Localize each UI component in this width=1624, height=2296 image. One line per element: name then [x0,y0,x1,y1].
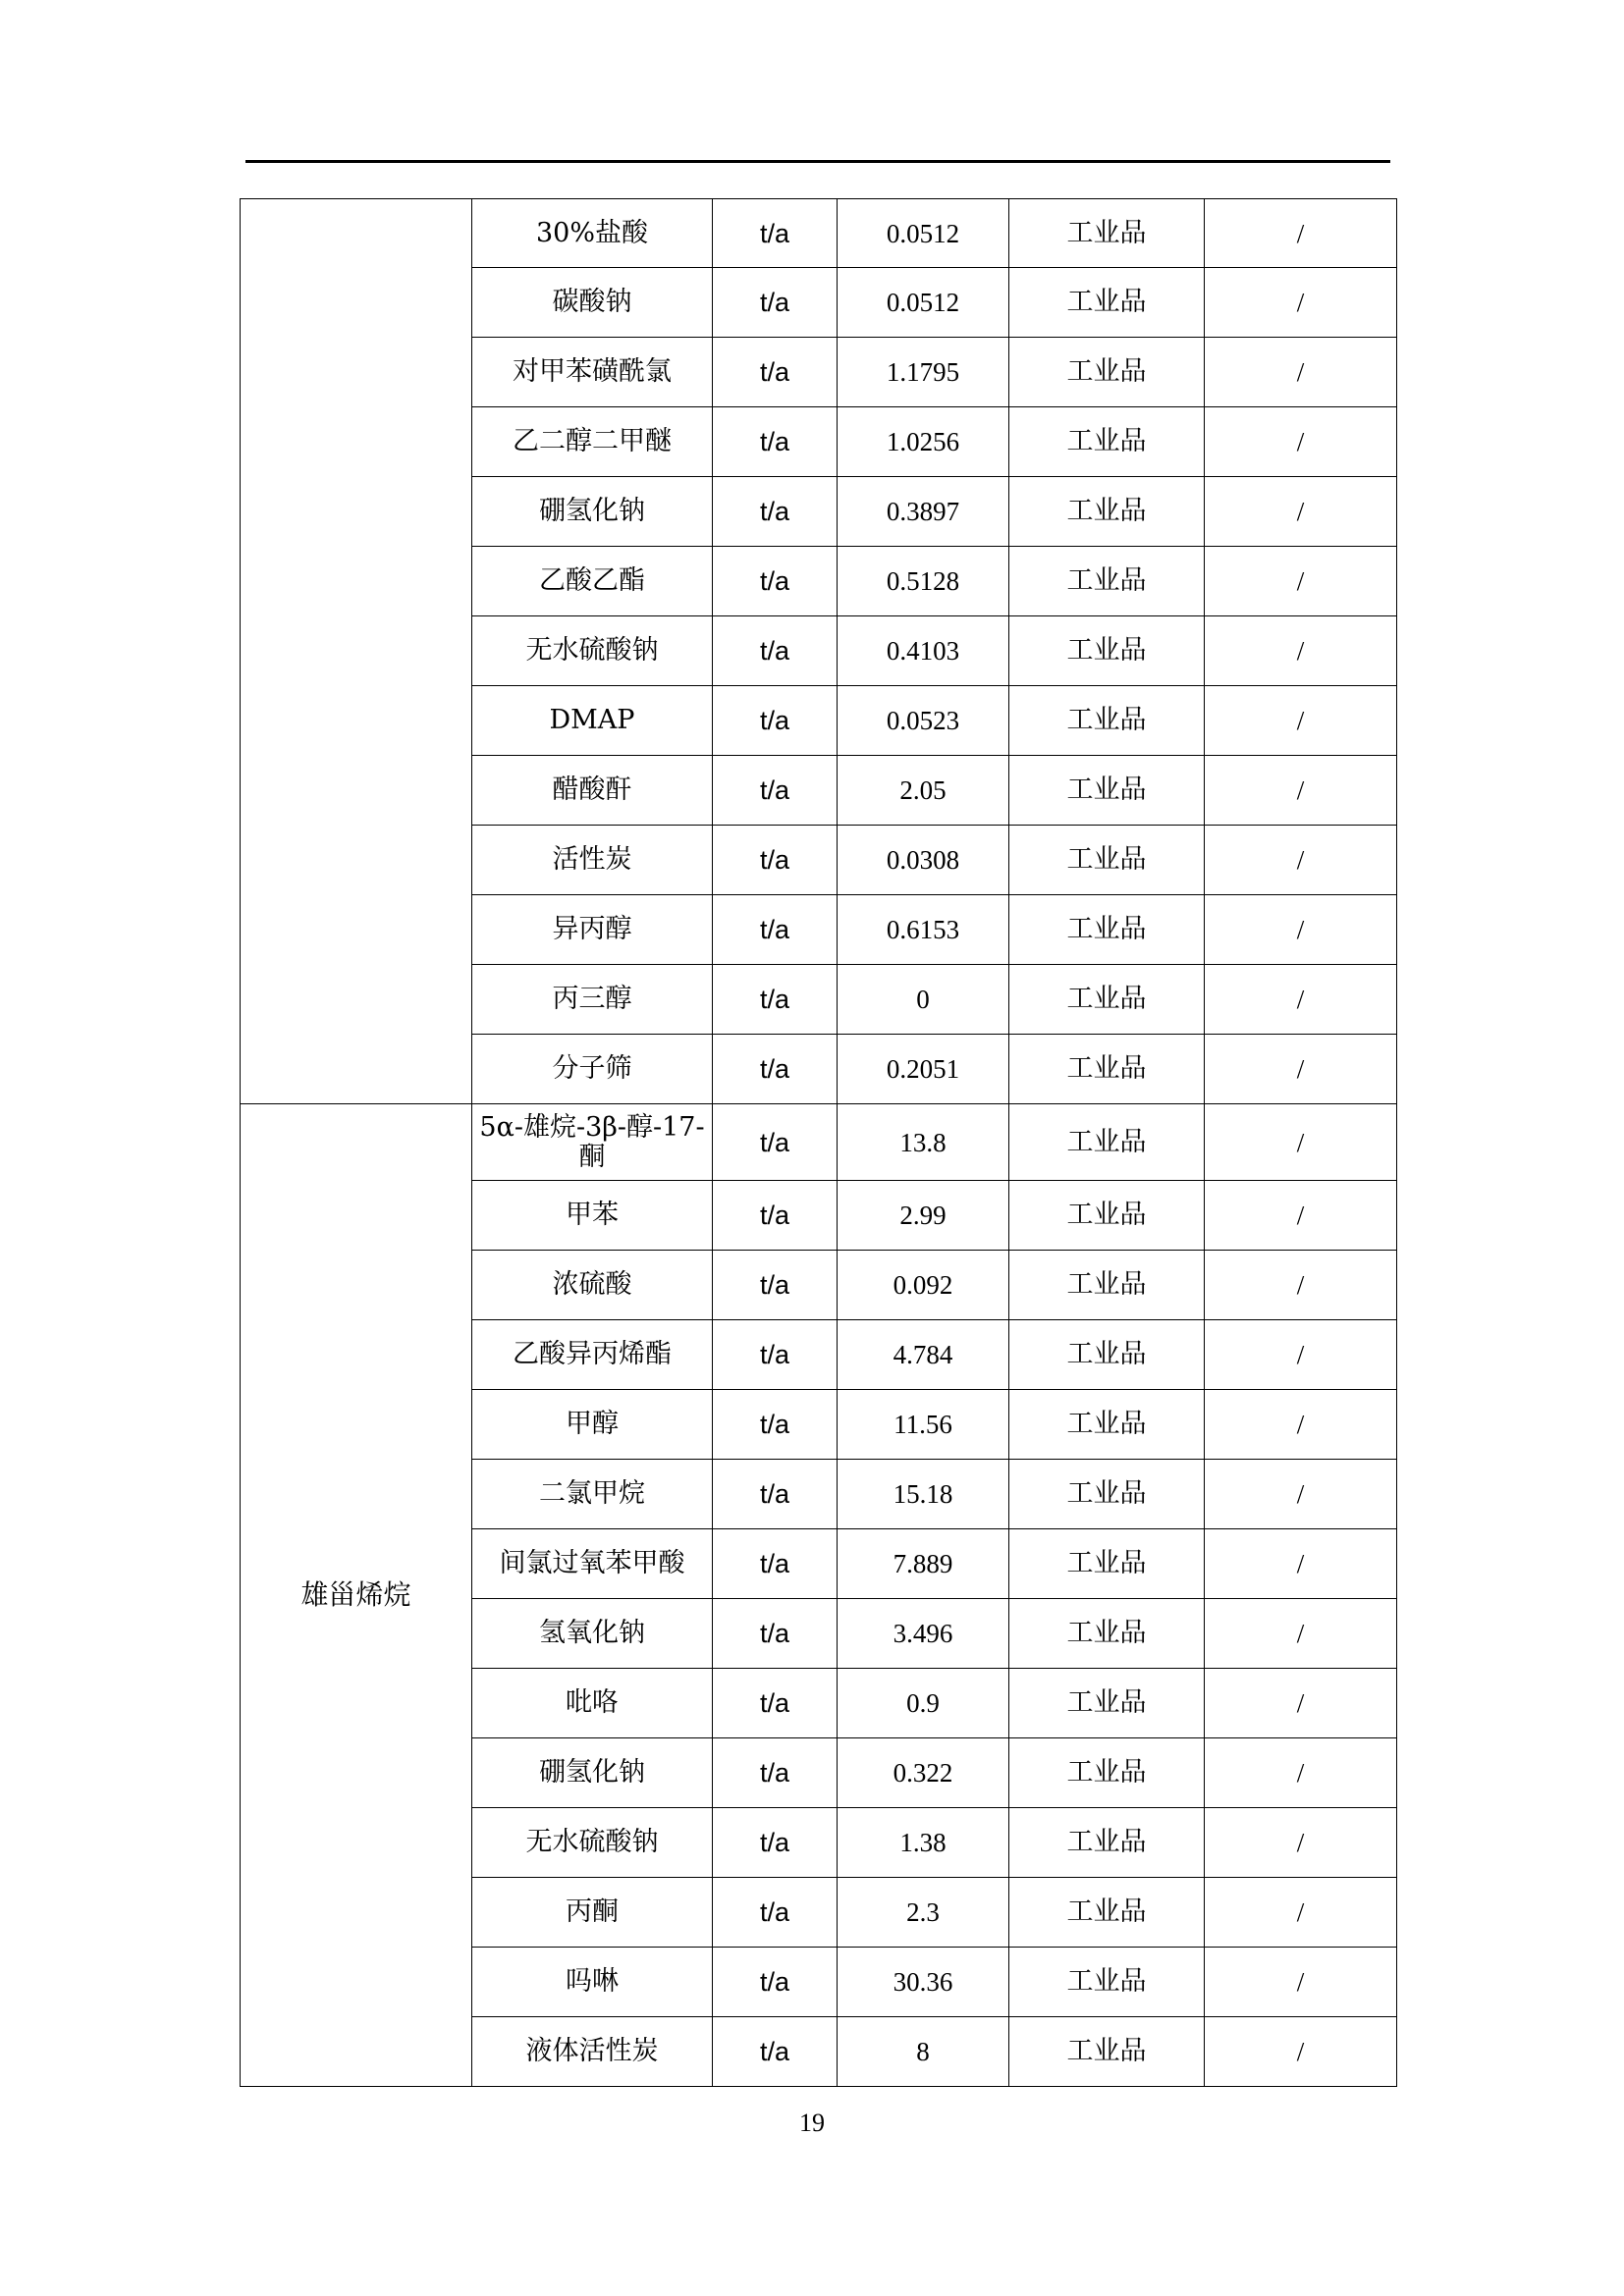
unit-cell: t/a [713,1878,838,1948]
amount-cell: 0.0512 [838,268,1009,338]
material-cell: 乙酸异丙烯酯 [472,1320,713,1390]
unit-cell: t/a [713,1251,838,1320]
page-number: 19 [799,2109,825,2137]
unit-cell: t/a [713,1669,838,1738]
material-cell: 液体活性炭 [472,2017,713,2087]
grade-cell: 工业品 [1009,1878,1205,1948]
amount-cell: 0.2051 [838,1035,1009,1104]
note-cell: / [1205,199,1397,268]
raw-materials-table [240,198,1397,2087]
unit-cell: t/a [713,686,838,756]
grade-cell: 工业品 [1009,2017,1205,2087]
note-cell: / [1205,268,1397,338]
grade-cell: 工业品 [1009,1181,1205,1251]
material-cell: 吡咯 [472,1669,713,1738]
note-cell: / [1205,1320,1397,1390]
unit-cell: t/a [713,895,838,965]
amount-cell: 0.0308 [838,826,1009,895]
unit-cell: t/a [713,1948,838,2017]
note-cell: / [1205,895,1397,965]
material-cell: 无水硫酸钠 [472,616,713,686]
grade-cell: 工业品 [1009,547,1205,616]
unit-cell: t/a [713,338,838,407]
note-cell: / [1205,1529,1397,1599]
grade-cell: 工业品 [1009,1599,1205,1669]
material-cell: 分子筛 [472,1035,713,1104]
material-cell: 硼氢化钠 [472,1738,713,1808]
grade-cell: 工业品 [1009,1390,1205,1460]
amount-cell: 0.3897 [838,477,1009,547]
note-cell: / [1205,477,1397,547]
amount-cell: 7.889 [838,1529,1009,1599]
material-cell: 乙酸乙酯 [472,547,713,616]
grade-cell: 工业品 [1009,965,1205,1035]
note-cell: / [1205,1104,1397,1181]
note-cell: / [1205,756,1397,826]
grade-cell: 工业品 [1009,686,1205,756]
unit-cell: t/a [713,1035,838,1104]
amount-cell: 0 [838,965,1009,1035]
unit-cell: t/a [713,199,838,268]
unit-cell: t/a [713,965,838,1035]
amount-cell: 11.56 [838,1390,1009,1460]
amount-cell: 1.1795 [838,338,1009,407]
unit-cell: t/a [713,2017,838,2087]
grade-cell: 工业品 [1009,1251,1205,1320]
unit-cell: t/a [713,547,838,616]
unit-cell: t/a [713,1529,838,1599]
material-cell: 甲醇 [472,1390,713,1460]
material-cell: 甲苯 [472,1181,713,1251]
amount-cell: 8 [838,2017,1009,2087]
note-cell: / [1205,1251,1397,1320]
unit-cell: t/a [713,407,838,477]
amount-cell: 1.38 [838,1808,1009,1878]
grade-cell: 工业品 [1009,1808,1205,1878]
grade-cell: 工业品 [1009,1104,1205,1181]
table-row [241,199,1397,268]
note-cell: / [1205,1181,1397,1251]
material-cell: 无水硫酸钠 [472,1808,713,1878]
note-cell: / [1205,686,1397,756]
amount-cell: 0.9 [838,1669,1009,1738]
grade-cell: 工业品 [1009,1035,1205,1104]
table-row [241,1104,1397,1181]
amount-cell: 0.5128 [838,547,1009,616]
grade-cell: 工业品 [1009,616,1205,686]
note-cell: / [1205,1035,1397,1104]
unit-cell: t/a [713,1808,838,1878]
unit-cell: t/a [713,756,838,826]
amount-cell: 0.6153 [838,895,1009,965]
material-cell: 氢氧化钠 [472,1599,713,1669]
note-cell: / [1205,965,1397,1035]
grade-cell: 工业品 [1009,756,1205,826]
header-rule [245,160,1390,163]
material-cell: 二氯甲烷 [472,1460,713,1529]
unit-cell: t/a [713,1320,838,1390]
amount-cell: 0.092 [838,1251,1009,1320]
grade-cell: 工业品 [1009,895,1205,965]
material-cell: DMAP [472,686,713,756]
note-cell: / [1205,407,1397,477]
material-cell: 醋酸酐 [472,756,713,826]
material-cell: 活性炭 [472,826,713,895]
material-cell: 异丙醇 [472,895,713,965]
note-cell: / [1205,1948,1397,2017]
amount-cell: 15.18 [838,1460,1009,1529]
grade-cell: 工业品 [1009,1460,1205,1529]
material-cell: 乙二醇二甲醚 [472,407,713,477]
material-cell: 吗啉 [472,1948,713,2017]
note-cell: / [1205,1460,1397,1529]
unit-cell: t/a [713,826,838,895]
unit-cell: t/a [713,1738,838,1808]
amount-cell: 0.0523 [838,686,1009,756]
grade-cell: 工业品 [1009,338,1205,407]
product-name-cell [241,199,472,1104]
unit-cell: t/a [713,1390,838,1460]
material-cell: 5α-雄烷-3β-醇-17-酮 [472,1104,713,1181]
grade-cell: 工业品 [1009,407,1205,477]
product-name-cell: 雄甾烯烷 [241,1104,472,2087]
note-cell: / [1205,616,1397,686]
grade-cell: 工业品 [1009,1948,1205,2017]
grade-cell: 工业品 [1009,199,1205,268]
amount-cell: 13.8 [838,1104,1009,1181]
amount-cell: 0.4103 [838,616,1009,686]
material-cell: 丙酮 [472,1878,713,1948]
amount-cell: 2.99 [838,1181,1009,1251]
grade-cell: 工业品 [1009,826,1205,895]
amount-cell: 0.0512 [838,199,1009,268]
material-cell: 30%盐酸 [472,199,713,268]
note-cell: / [1205,826,1397,895]
material-cell: 碳酸钠 [472,268,713,338]
unit-cell: t/a [713,1460,838,1529]
grade-cell: 工业品 [1009,1320,1205,1390]
grade-cell: 工业品 [1009,1529,1205,1599]
unit-cell: t/a [713,1599,838,1669]
unit-cell: t/a [713,1181,838,1251]
amount-cell: 2.05 [838,756,1009,826]
amount-cell: 2.3 [838,1878,1009,1948]
material-cell: 浓硫酸 [472,1251,713,1320]
note-cell: / [1205,2017,1397,2087]
grade-cell: 工业品 [1009,1738,1205,1808]
amount-cell: 1.0256 [838,407,1009,477]
amount-cell: 0.322 [838,1738,1009,1808]
unit-cell: t/a [713,616,838,686]
note-cell: / [1205,338,1397,407]
note-cell: / [1205,1599,1397,1669]
note-cell: / [1205,1808,1397,1878]
amount-cell: 4.784 [838,1320,1009,1390]
note-cell: / [1205,1738,1397,1808]
note-cell: / [1205,1390,1397,1460]
material-cell: 硼氢化钠 [472,477,713,547]
note-cell: / [1205,547,1397,616]
grade-cell: 工业品 [1009,1669,1205,1738]
unit-cell: t/a [713,477,838,547]
note-cell: / [1205,1878,1397,1948]
grade-cell: 工业品 [1009,477,1205,547]
unit-cell: t/a [713,268,838,338]
amount-cell: 30.36 [838,1948,1009,2017]
grade-cell: 工业品 [1009,268,1205,338]
material-cell: 丙三醇 [472,965,713,1035]
material-cell: 对甲苯磺酰氯 [472,338,713,407]
material-cell: 间氯过氧苯甲酸 [472,1529,713,1599]
unit-cell: t/a [713,1104,838,1181]
amount-cell: 3.496 [838,1599,1009,1669]
note-cell: / [1205,1669,1397,1738]
